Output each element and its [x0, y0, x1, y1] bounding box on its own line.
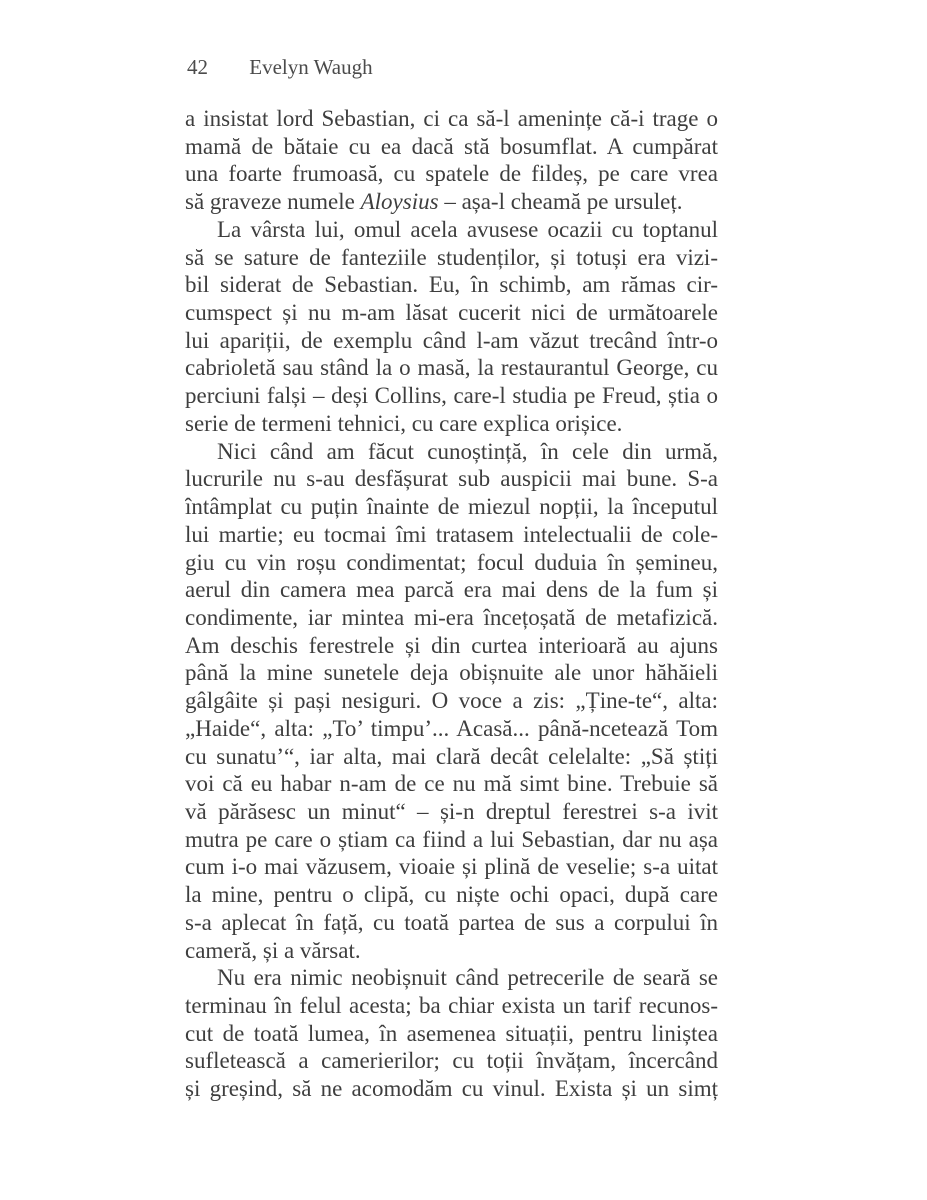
running-header-author: Evelyn Waugh [249, 55, 373, 79]
text-segment: cameră, și a vărsat. [185, 937, 361, 963]
text-segment: voi că eu habar n-am de ce nu mă simt bine. Trebuie să [185, 771, 718, 797]
text-line [185, 743, 718, 771]
text-block [185, 105, 718, 1103]
text-line [185, 937, 718, 965]
text-segment: cut de toată lumea, în asemenea situații, pentru liniștea [185, 1020, 718, 1046]
text-segment: întâmplat cu puțin înainte de miezul nopții, la începutul [185, 494, 718, 520]
text-segment: lui martie; eu tocmai îmi tratasem intelectualii de cole- [185, 521, 718, 547]
text-line [185, 410, 718, 438]
italic-text: Aloysius [360, 189, 439, 215]
text-line [185, 549, 718, 577]
text-line [185, 964, 718, 992]
text-line [185, 909, 718, 937]
text-segment: mutra pe care o știam ca fiind a lui Sebastian, dar nu așa [185, 826, 718, 852]
text-segment: condimente, iar mintea mi-era încețoșată de metafizică. [185, 604, 718, 630]
page-header [187, 55, 373, 80]
text-line [185, 465, 718, 493]
text-segment: la mine, pentru o clipă, cu niște ochi opaci, după care [185, 882, 718, 908]
text-line [185, 576, 718, 604]
paragraph [185, 438, 718, 965]
text-line [185, 160, 718, 188]
text-segment: cum i-o mai văzusem, vioaie și plină de veselie; s-a uitat [185, 854, 718, 880]
text-segment: cumspect și nu m-am lăsat cucerit nici de următoarele [185, 300, 718, 326]
text-segment: cabrioletă sau stând la o masă, la restaurantul George, cu [185, 355, 718, 381]
text-line [185, 853, 718, 881]
paragraph [185, 216, 718, 438]
text-line [185, 659, 718, 687]
text-segment: aerul din camera mea parcă era mai dens de la fum și [185, 577, 718, 603]
text-line [185, 1047, 718, 1075]
paragraph [185, 105, 718, 216]
text-segment: să graveze numele [185, 189, 361, 215]
text-segment: lucrurile nu s-au desfășurat sub auspicii mai bune. S-a [185, 466, 718, 492]
text-segment: gâlgâite și pași nesiguri. O voce a zis: „Ține-te“, alta: [185, 688, 718, 714]
text-line [185, 438, 718, 466]
text-line [185, 1020, 718, 1048]
text-line [185, 715, 718, 743]
text-segment: să se sature de fanteziile studenților, și totuși era vizi- [185, 244, 718, 270]
text-line [185, 604, 718, 632]
text-segment: mamă de bătaie cu ea dacă stă bosumflat. A cumpărat [185, 133, 718, 159]
text-segment: serie de termeni tehnici, cu care explica orișice. [185, 410, 623, 436]
text-segment: perciuni falși – deși Collins, care-l studia pe Freud, știa o [185, 383, 718, 409]
text-line [185, 992, 718, 1020]
text-segment: și greșind, să ne acomodăm cu vinul. Exista și un simț [185, 1076, 718, 1102]
text-segment: până la mine sunetele deja obișnuite ale unor hăhăieli [185, 660, 718, 686]
text-line [185, 188, 718, 216]
text-segment: Nici când am făcut cunoștință, în cele din urmă, [217, 438, 718, 464]
text-line [185, 798, 718, 826]
text-line [185, 327, 718, 355]
text-line [185, 133, 718, 161]
text-segment: una foarte frumoasă, cu spatele de fildeș, pe care vrea [185, 161, 718, 187]
text-line [185, 244, 718, 272]
text-segment: Am deschis ferestrele și din curtea interioară au ajuns [185, 632, 718, 658]
text-segment: La vârsta lui, omul acela avusese ocazii cu toptanul [217, 216, 718, 242]
text-segment: bil siderat de Sebastian. Eu, în schimb, am rămas cir- [185, 272, 718, 298]
text-segment: lui apariții, de exemplu când l-am văzut trecând într-o [185, 327, 718, 353]
text-segment: – așa-l cheamă pe ursuleț. [438, 189, 683, 215]
page-number: 42 [187, 55, 208, 79]
text-segment: vă părăsesc un minut“ – și-n dreptul ferestrei s-a ivit [185, 798, 718, 824]
text-segment: sufletească a camerierilor; cu toții învățam, încercând [185, 1048, 718, 1074]
text-segment: s-a aplecat în față, cu toată partea de sus a corpului în [185, 909, 718, 935]
text-segment: a insistat lord Sebastian, ci ca să-l amenințe că-i trage o [185, 106, 718, 131]
text-line [185, 1075, 718, 1103]
text-line [185, 271, 718, 299]
text-line [185, 299, 718, 327]
text-line [185, 216, 718, 244]
text-line [185, 687, 718, 715]
text-line [185, 521, 718, 549]
paragraph [185, 964, 718, 1103]
text-line [185, 826, 718, 854]
text-line [185, 382, 718, 410]
text-line [185, 354, 718, 382]
text-segment: „Haide“, alta: „To’ timpu’... Acasă... până-ncetează Tom [185, 715, 718, 741]
text-segment: cu sunatu’“, iar alta, mai clară decât celelalte: „Să știți [185, 743, 718, 769]
text-segment: Nu era nimic neobișnuit când petrecerile de seară se [217, 965, 718, 991]
text-segment: terminau în felul acesta; ba chiar exista un tarif recunos- [185, 993, 718, 1018]
text-line [185, 770, 718, 798]
text-line [185, 493, 718, 521]
text-line [185, 105, 718, 133]
text-segment: giu cu vin roșu condimentat; focul duduia în șemineu, [185, 549, 718, 575]
text-line [185, 632, 718, 660]
text-line [185, 881, 718, 909]
